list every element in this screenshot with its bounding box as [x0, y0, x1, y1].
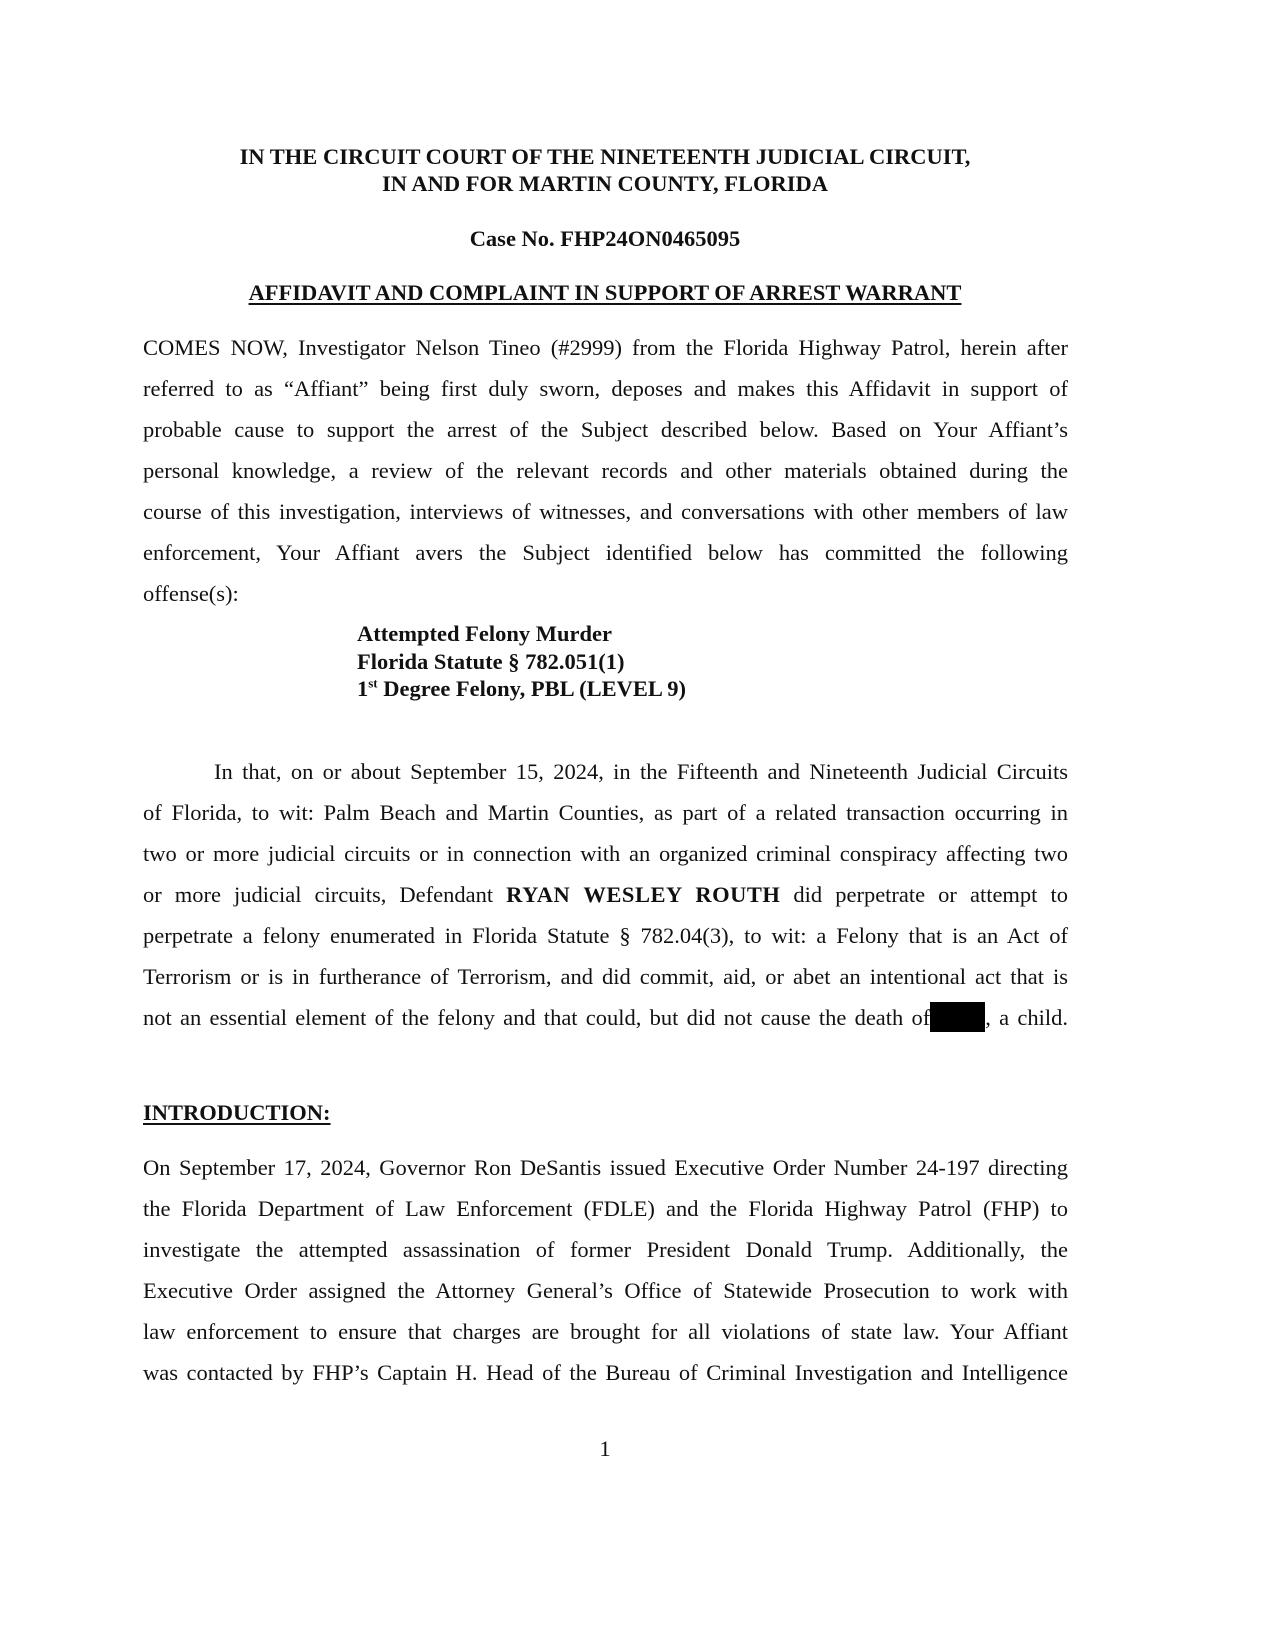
- court-caption: [0, 143, 1210, 197]
- text-line: referred to as “Affiant” being first duly sworn, deposes and makes this Affidavit in support of: [143, 376, 1068, 401]
- section-heading: INTRODUCTION:: [143, 1100, 331, 1125]
- text-line: Terrorism or is in furtherance of Terrorism, and did commit, aid, or abet an intentional act that is: [143, 964, 1068, 989]
- text-line: was contacted by FHP’s Captain H. Head of the Bureau of Criminal Investigation and Intelligence: [143, 1360, 1068, 1385]
- defendant-name: RYAN WESLEY ROUTH: [506, 882, 781, 907]
- text-line: not an essential element of the felony and that could, but did not cause the death of , a child.: [143, 997, 1068, 1038]
- text-line: Executive Order assigned the Attorney General’s Office of Statewide Prosecution to work with: [143, 1278, 1068, 1303]
- text-line: personal knowledge, a review of the relevant records and other materials obtained during the: [143, 458, 1068, 483]
- offense-block: [357, 620, 686, 703]
- text-line: investigate the attempted assassination of former President Donald Trump. Additionally, the: [143, 1237, 1068, 1262]
- text-line: course of this investigation, interviews of witnesses, and conversations with other members of law: [143, 499, 1068, 524]
- text-line: two or more judicial circuits or in connection with an organized criminal conspiracy affecting two: [143, 841, 1068, 866]
- introduction-paragraph: [143, 1147, 1068, 1393]
- text-line: or more judicial circuits, Defendant RYAN WESLEY ROUTH did perpetrate or attempt to: [143, 882, 1068, 907]
- text-line: law enforcement to ensure that charges are brought for all violations of state law. Your Affiant: [143, 1319, 1068, 1344]
- text-line: COMES NOW, Investigator Nelson Tineo (#2999) from the Florida Highway Patrol, herein after: [143, 335, 1068, 360]
- charge-paragraph: [143, 751, 1068, 1038]
- offense-name: Attempted Felony Murder: [357, 621, 612, 646]
- text-line: the Florida Department of Law Enforcement (FDLE) and the Florida Highway Patrol (FHP) to: [143, 1196, 1068, 1221]
- text-line: enforcement, Your Affiant avers the Subject identified below has committed the following: [143, 540, 1068, 565]
- text-line: offense(s):: [143, 581, 239, 606]
- text-line: probable cause to support the arrest of the Subject described below. Based on Your Affiant’s: [143, 417, 1068, 442]
- court-line-1: IN THE CIRCUIT COURT OF THE NINETEENTH JUDICIAL CIRCUIT,: [239, 144, 971, 169]
- text-line: In that, on or about September 15, 2024, in the Fifteenth and Nineteenth Judicial Circuits: [214, 759, 1068, 784]
- offense-statute: Florida Statute § 782.051(1): [357, 648, 625, 674]
- intro-paragraph: [143, 327, 1068, 614]
- case-number: Case No. FHP24ON0465095: [469, 226, 741, 251]
- redaction-box: [930, 1002, 985, 1032]
- text-line: of Florida, to wit: Palm Beach and Martin Counties, as part of a related transaction occurring in: [143, 800, 1068, 825]
- offense-degree: 1st Degree Felony, PBL (LEVEL 9): [357, 675, 686, 701]
- page-number: 1: [599, 1436, 611, 1461]
- text-line: perpetrate a felony enumerated in Florida Statute § 782.04(3), to wit: a Felony that is an Act of: [143, 923, 1068, 948]
- court-line-2: IN AND FOR MARTIN COUNTY, FLORIDA: [382, 171, 828, 196]
- text-line: On September 17, 2024, Governor Ron DeSantis issued Executive Order Number 24-197 directing: [143, 1155, 1068, 1180]
- document-title: AFFIDAVIT AND COMPLAINT IN SUPPORT OF ARREST WARRANT: [248, 280, 962, 305]
